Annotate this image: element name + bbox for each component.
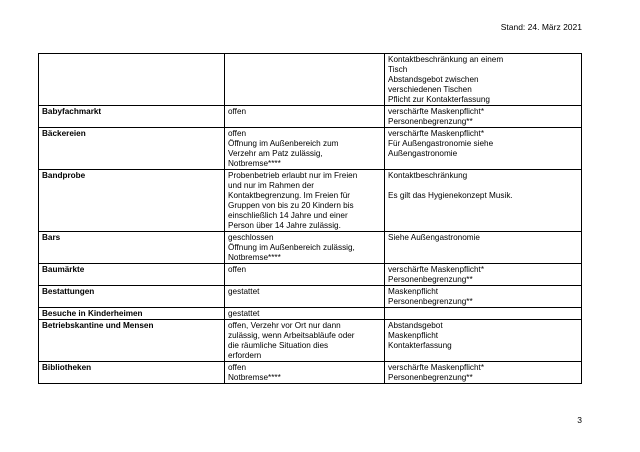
rule-line: verschärfte Maskenpflicht*: [388, 129, 485, 138]
status-line: Gruppen von bis zu 20 Kindern bis: [228, 201, 354, 210]
rule-line: Tisch: [388, 65, 408, 74]
rule-line: [388, 181, 578, 191]
regulations-table: [38, 53, 582, 384]
status-cell: [225, 286, 385, 308]
status-line: erfordern: [228, 351, 262, 360]
status-line: Notbremse****: [228, 373, 281, 382]
rule-line: Außengastronomie: [388, 149, 458, 158]
regulations-table-body: [39, 54, 582, 384]
table-row: [39, 232, 582, 264]
rules-cell: [385, 106, 582, 128]
rule-line: Personenbegrenzung**: [388, 297, 473, 306]
rule-line: Maskenpflicht: [388, 331, 439, 340]
status-line: Person über 14 Jahre zulässig.: [228, 221, 341, 230]
status-cell: [225, 320, 385, 362]
status-cell: [225, 170, 385, 232]
rule-line: Siehe Außengastronomie: [388, 233, 480, 242]
rule-line: Pflicht zur Kontakterfassung: [388, 95, 490, 104]
status-line: die räumliche Situation dies: [228, 341, 329, 350]
table-row: [39, 54, 582, 106]
rules-cell: [385, 320, 582, 362]
facility-name-cell: Babyfachmarkt: [39, 106, 225, 128]
rules-cell: [385, 264, 582, 286]
rules-cell: [385, 308, 582, 320]
status-line: offen: [228, 265, 247, 274]
facility-name-cell: Baumärkte: [39, 264, 225, 286]
status-cell: [225, 264, 385, 286]
rule-line: Personenbegrenzung**: [388, 373, 473, 382]
status-line: zulässig, wenn Arbeitsabläufe oder: [228, 331, 355, 340]
status-line: offen: [228, 363, 247, 372]
rule-line: verschiedenen Tischen: [388, 85, 472, 94]
rule-line: verschärfte Maskenpflicht*: [388, 107, 485, 116]
rule-line: Kontakterfassung: [388, 341, 452, 350]
rule-line: Abstandsgebot zwischen: [388, 75, 479, 84]
status-line: und nur im Rahmen der: [228, 181, 315, 190]
status-cell: [225, 308, 385, 320]
rule-line: Kontaktbeschränkung: [388, 171, 468, 180]
status-line: Öffnung im Außenbereich zum: [228, 139, 339, 148]
rule-line: Personenbegrenzung**: [388, 117, 473, 126]
rule-line: Abstandsgebot: [388, 321, 443, 330]
facility-name-cell: Betriebskantine und Mensen: [39, 320, 225, 362]
status-line: gestattet: [228, 287, 260, 296]
facility-name-cell: Bandprobe: [39, 170, 225, 232]
table-row: [39, 308, 582, 320]
status-cell: [225, 232, 385, 264]
table-row: [39, 320, 582, 362]
rule-line: Maskenpflicht: [388, 287, 439, 296]
status-line: gestattet: [228, 309, 260, 318]
status-cell: [225, 106, 385, 128]
table-row: [39, 170, 582, 232]
rule-line: Es gilt das Hygienekonzept Musik.: [388, 191, 513, 200]
facility-name-cell: Bibliotheken: [39, 362, 225, 384]
status-cell: [225, 362, 385, 384]
status-line: Kontaktbegrenzung. Im Freien für: [228, 191, 350, 200]
status-line: einschließlich 14 Jahre und einer: [228, 211, 348, 220]
facility-name-cell: [39, 54, 225, 106]
table-row: [39, 362, 582, 384]
rule-line: verschärfte Maskenpflicht*: [388, 265, 485, 274]
status-line: Notbremse****: [228, 159, 281, 168]
table-row: [39, 286, 582, 308]
facility-name-cell: Bäckereien: [39, 128, 225, 170]
status-line: Notbremse****: [228, 253, 281, 262]
facility-name-cell: Bars: [39, 232, 225, 264]
facility-name-cell: Bestattungen: [39, 286, 225, 308]
rule-line: Personenbegrenzung**: [388, 275, 473, 284]
status-line: offen: [228, 107, 247, 116]
status-line: geschlossen: [228, 233, 274, 242]
page-number: 3: [577, 415, 582, 425]
rules-cell: [385, 170, 582, 232]
rules-cell: [385, 286, 582, 308]
rule-line: Kontaktbeschränkung an einem: [388, 55, 504, 64]
table-row: [39, 128, 582, 170]
table-row: [39, 264, 582, 286]
rules-cell: [385, 128, 582, 170]
status-line: offen, Verzehr vor Ort nur dann: [228, 321, 341, 330]
status-line: Öffnung im Außenbereich zulässig,: [228, 243, 355, 252]
status-line: Probenbetrieb erlaubt nur im Freien: [228, 171, 358, 180]
table-row: [39, 106, 582, 128]
rules-cell: [385, 232, 582, 264]
status-cell: [225, 128, 385, 170]
document-date: Stand: 24. März 2021: [500, 22, 582, 32]
rules-cell: [385, 54, 582, 106]
facility-name-cell: Besuche in Kinderheimen: [39, 308, 225, 320]
status-cell: [225, 54, 385, 106]
rules-cell: [385, 362, 582, 384]
status-line: offen: [228, 129, 247, 138]
status-line: Verzehr am Patz zulässig,: [228, 149, 323, 158]
rule-line: verschärfte Maskenpflicht*: [388, 363, 485, 372]
rule-line: Für Außengastronomie siehe: [388, 139, 494, 148]
